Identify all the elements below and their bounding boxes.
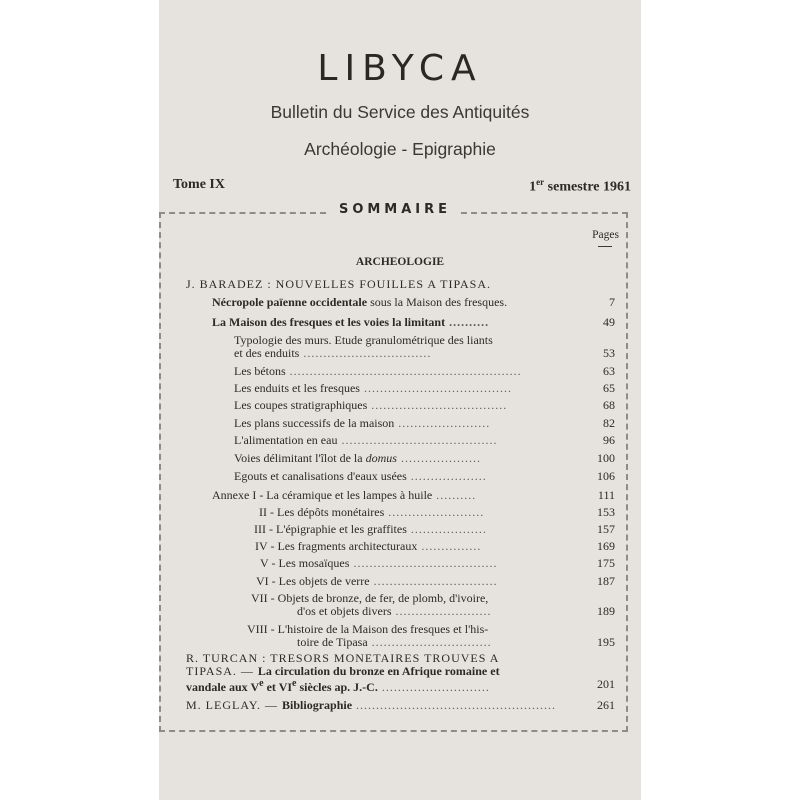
page-number: 169 — [597, 539, 615, 553]
leader-dots: .......................................................... — [285, 364, 522, 378]
entry-bold: Bibliographie — [282, 698, 353, 712]
leader-dots: .............................. — [367, 635, 492, 649]
entry-text: L'alimentation en eau — [234, 433, 338, 447]
page-number: 195 — [597, 635, 615, 649]
toc-entry — [234, 416, 490, 430]
entry-text: vandale aux V — [186, 680, 260, 694]
page-number: 7 — [609, 295, 615, 309]
leader-dots: ....................... — [394, 416, 491, 430]
leader-dots: ....................................... — [337, 433, 498, 447]
page-number: 106 — [597, 469, 615, 483]
toc-entry-cont — [297, 635, 492, 649]
page-number: 153 — [597, 505, 615, 519]
entry-text: II - Les dépôts monétaires — [259, 505, 385, 519]
toc-entry — [186, 664, 500, 678]
entry-text: La Maison des fresques et les voies la limitant — [212, 315, 446, 329]
leader-dots: ........................ — [391, 604, 492, 618]
entry-text: VI - Les objets de verre — [256, 574, 370, 588]
leader-dots: .................................... — [349, 556, 498, 570]
toc-entry: Typologie des murs. Etude granulométrique des liants — [234, 333, 493, 347]
leader-dots: .................... — [396, 451, 481, 465]
leader-dots: ................... — [406, 522, 487, 536]
page-number: 49 — [603, 315, 615, 329]
entry-text: Les enduits et les fresques — [234, 381, 360, 395]
entry-text: IV - Les fragments architecturaux — [255, 539, 418, 553]
leader-dots: .......... — [432, 488, 477, 502]
page-number: 111 — [597, 488, 615, 502]
toc-entry — [260, 556, 497, 570]
toc-heading-text: SOMMAIRE — [329, 202, 461, 217]
toc-entry — [254, 522, 487, 536]
toc-entry-cont — [234, 346, 431, 360]
entry-text: et VI — [263, 680, 293, 694]
toc-heading — [159, 202, 631, 217]
semester-sup: er — [536, 177, 545, 187]
toc-entry: VII - Objets de bronze, de fer, de plomb, d'ivoire, — [251, 591, 489, 605]
entry-bold: La circulation du bronze en Afrique romaine et — [257, 664, 500, 678]
journal-title: LIBYCA — [317, 48, 483, 89]
journal-subtitle: Bulletin du Service des Antiquités — [270, 102, 530, 122]
entry-text: V - Les mosaïques — [260, 556, 350, 570]
toc-entry — [259, 505, 484, 519]
page-number: 100 — [597, 451, 615, 465]
entry-text: d'os et objets divers — [297, 604, 392, 618]
leader-dots: ............... — [417, 539, 482, 553]
page-number: 82 — [603, 416, 615, 430]
page-number: 261 — [597, 698, 615, 712]
page-number: 189 — [597, 604, 615, 618]
author-turcan: R. TURCAN : TRESORS MONETAIRES TROUVES A — [186, 651, 500, 665]
entry-text: Les bétons — [234, 364, 286, 378]
leader-dots: .................................. — [367, 398, 508, 412]
toc-entry — [234, 398, 507, 412]
leader-dots: ..................................... — [359, 381, 512, 395]
toc-entry: VIII - L'histoire de la Maison des fresques et l'his- — [247, 622, 489, 636]
toc-entry — [212, 488, 476, 502]
entry-text: siècles ap. J.-C. — [296, 680, 378, 694]
entry-text: toire de Tipasa — [297, 635, 368, 649]
tome-label: Tome IX — [173, 177, 225, 192]
toc-entry — [234, 381, 512, 395]
page-number: 53 — [603, 346, 615, 360]
entry-bold: Nécropole païenne occidentale — [212, 295, 368, 309]
semester-rest: semestre 1961 — [544, 179, 631, 195]
section-heading: ARCHEOLOGIE — [355, 256, 445, 268]
leader-dots: ................................ — [299, 346, 432, 360]
leader-dots: ................... — [406, 469, 487, 483]
entry-italic: domus — [365, 451, 397, 465]
entry-text: Les plans successifs de la maison — [234, 416, 395, 430]
leader-dots: .................................................. — [352, 698, 557, 712]
toc-entry-cont — [186, 677, 490, 694]
entry-text: M. LEGLAY. — — [186, 698, 283, 712]
toc-entry — [212, 315, 489, 329]
page-number: 96 — [603, 433, 615, 447]
sup-e: e — [292, 678, 297, 689]
page-number: 63 — [603, 364, 615, 378]
page-number: 157 — [597, 522, 615, 536]
sup-e: e — [259, 678, 264, 689]
page-number: 175 — [597, 556, 615, 570]
journal-page — [159, 0, 641, 800]
entry-text: Annexe I - La céramique et les lampes à huile — [212, 488, 433, 502]
toc-entry — [256, 574, 498, 588]
leader-dots: ........................... — [377, 680, 490, 694]
semester-label — [529, 177, 631, 196]
toc-entry-cont — [297, 604, 491, 618]
entry-text: III - L'épigraphie et les graffites — [254, 522, 407, 536]
page-number: 187 — [597, 574, 615, 588]
toc-entry — [234, 433, 497, 447]
leader-dots: .......... — [445, 315, 490, 329]
toc-entry — [212, 295, 507, 309]
entry-text: TIPASA. — — [186, 664, 258, 678]
entry-text: Egouts et canalisations d'eaux usées — [234, 469, 407, 483]
journal-subtitle-2: Archéologie - Epigraphie — [304, 139, 496, 159]
page-number: 65 — [603, 381, 615, 395]
leader-dots: ........................ — [384, 505, 485, 519]
page-number: 201 — [597, 677, 615, 691]
toc-entry — [234, 451, 481, 465]
toc-entry — [234, 364, 522, 378]
entry-text: sous la Maison des fresques. — [367, 295, 508, 309]
leader-dots: ............................... — [369, 574, 498, 588]
author-baradez: J. BARADEZ : NOUVELLES FOUILLES A TIPASA. — [186, 277, 492, 291]
page-number: 68 — [603, 398, 615, 412]
semester-prefix: 1 — [529, 179, 537, 195]
entry-text: Voies délimitant l'îlot de la — [234, 451, 366, 465]
pages-dash — [598, 246, 612, 247]
toc-entry — [234, 469, 487, 483]
toc-entry — [186, 698, 556, 712]
entry-text: et des enduits — [234, 346, 300, 360]
pages-label: Pages — [592, 229, 619, 241]
toc-entry — [255, 539, 481, 553]
entry-text: Les coupes stratigraphiques — [234, 398, 368, 412]
